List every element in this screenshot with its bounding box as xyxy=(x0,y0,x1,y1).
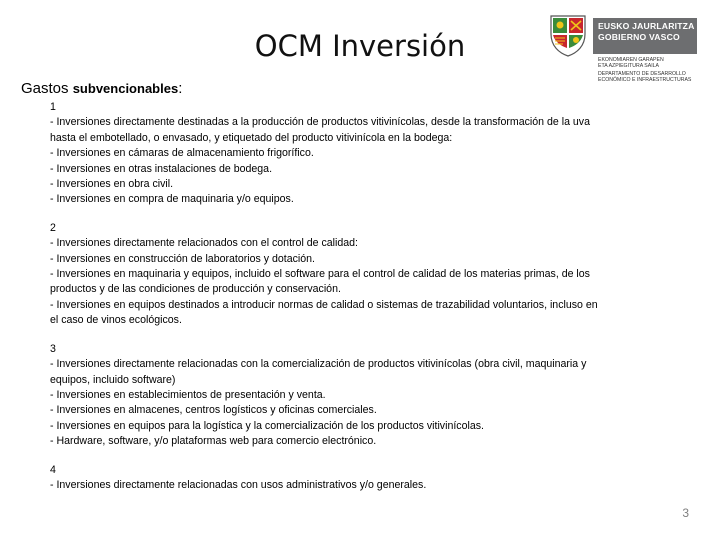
block-line: - Hardware, software, y/o plataformas web para comercio electrónico. xyxy=(50,435,377,448)
subtitle-colon: : xyxy=(178,80,183,97)
expense-block-4 xyxy=(50,463,680,494)
subtitle-small: subvencionables xyxy=(72,81,179,96)
block-line: - Inversiones en equipos para la logística y la comercialización de los productos vitivinícolas. xyxy=(50,419,484,432)
expense-block-2 xyxy=(50,221,680,329)
gobierno-vasco-logo xyxy=(545,12,705,92)
logo-banner xyxy=(593,18,697,54)
block-line: - Inversiones directamente relacionadas con usos administrativos y/o generales. xyxy=(50,478,427,491)
block-number: 4 xyxy=(50,463,56,476)
block-line: - Inversiones directamente destinadas a la producción de productos vitivinícolas, desde la transformación de la uva xyxy=(50,116,590,129)
section-heading xyxy=(21,80,182,98)
block-line: - Inversiones en equipos destinados a introducir normas de calidad o sistemas de trazabilidad voluntarios, incluso en xyxy=(50,298,598,311)
block-line: - Inversiones en otras instalaciones de bodega. xyxy=(50,162,273,175)
block-number: 1 xyxy=(50,101,56,113)
block-number: 3 xyxy=(50,342,56,355)
block-line: hasta el embotellado, o envasado, y etiquetado del producto vitivinícola en la bodega: xyxy=(50,131,453,144)
slide-title: OCM Inversión xyxy=(254,29,466,63)
expense-list xyxy=(50,100,680,493)
block-line: - Inversiones en almacenes, centros logísticos y oficinas comerciales. xyxy=(50,404,377,417)
block-line: equipos, incluido software) xyxy=(50,373,176,386)
logo-line-basque: EUSKO JAURLARITZA xyxy=(598,21,695,31)
block-line: - Inversiones en establecimientos de presentación y venta. xyxy=(50,388,326,401)
expense-block-1 xyxy=(50,100,680,208)
expense-block-3 xyxy=(50,342,680,450)
basque-coat-of-arms-icon xyxy=(545,12,591,58)
logo-dept-line: ECONÓMICO E INFRAESTRUCTURAS xyxy=(598,77,692,83)
block-line: - Inversiones en cámaras de almacenamiento frigorífico. xyxy=(50,147,314,160)
page-number: 3 xyxy=(682,506,689,520)
logo-dept-line: ETA AZPIEGITURA SAILA xyxy=(598,63,660,69)
block-line: - Inversiones en maquinaria y equipos, incluido el software para el control de calidad de los materias primas, de los xyxy=(50,268,590,281)
block-line: - Inversiones en construcción de laboratorios y dotación. xyxy=(50,252,315,265)
block-line: - Inversiones en obra civil. xyxy=(50,178,174,191)
subtitle-main: Gastos xyxy=(21,80,69,97)
block-number: 2 xyxy=(50,221,56,234)
block-line: - Inversiones directamente relacionados con el control de calidad: xyxy=(50,237,358,250)
logo-dept-line: DEPARTAMENTO DE DESARROLLO xyxy=(598,71,686,77)
block-line: el caso de vinos ecológicos. xyxy=(50,314,182,327)
block-line: - Inversiones en compra de maquinaria y/o equipos. xyxy=(50,193,294,206)
logo-dept-line: EKONOMIAREN GARAPEN xyxy=(598,57,664,63)
logo-line-spanish: GOBIERNO VASCO xyxy=(598,32,680,42)
block-line: - Inversiones directamente relacionadas con la comercialización de productos vitivinícolas (obra civil, maquinaria y xyxy=(50,358,587,371)
block-line: productos y de las condiciones de producción y conservación. xyxy=(50,283,341,296)
